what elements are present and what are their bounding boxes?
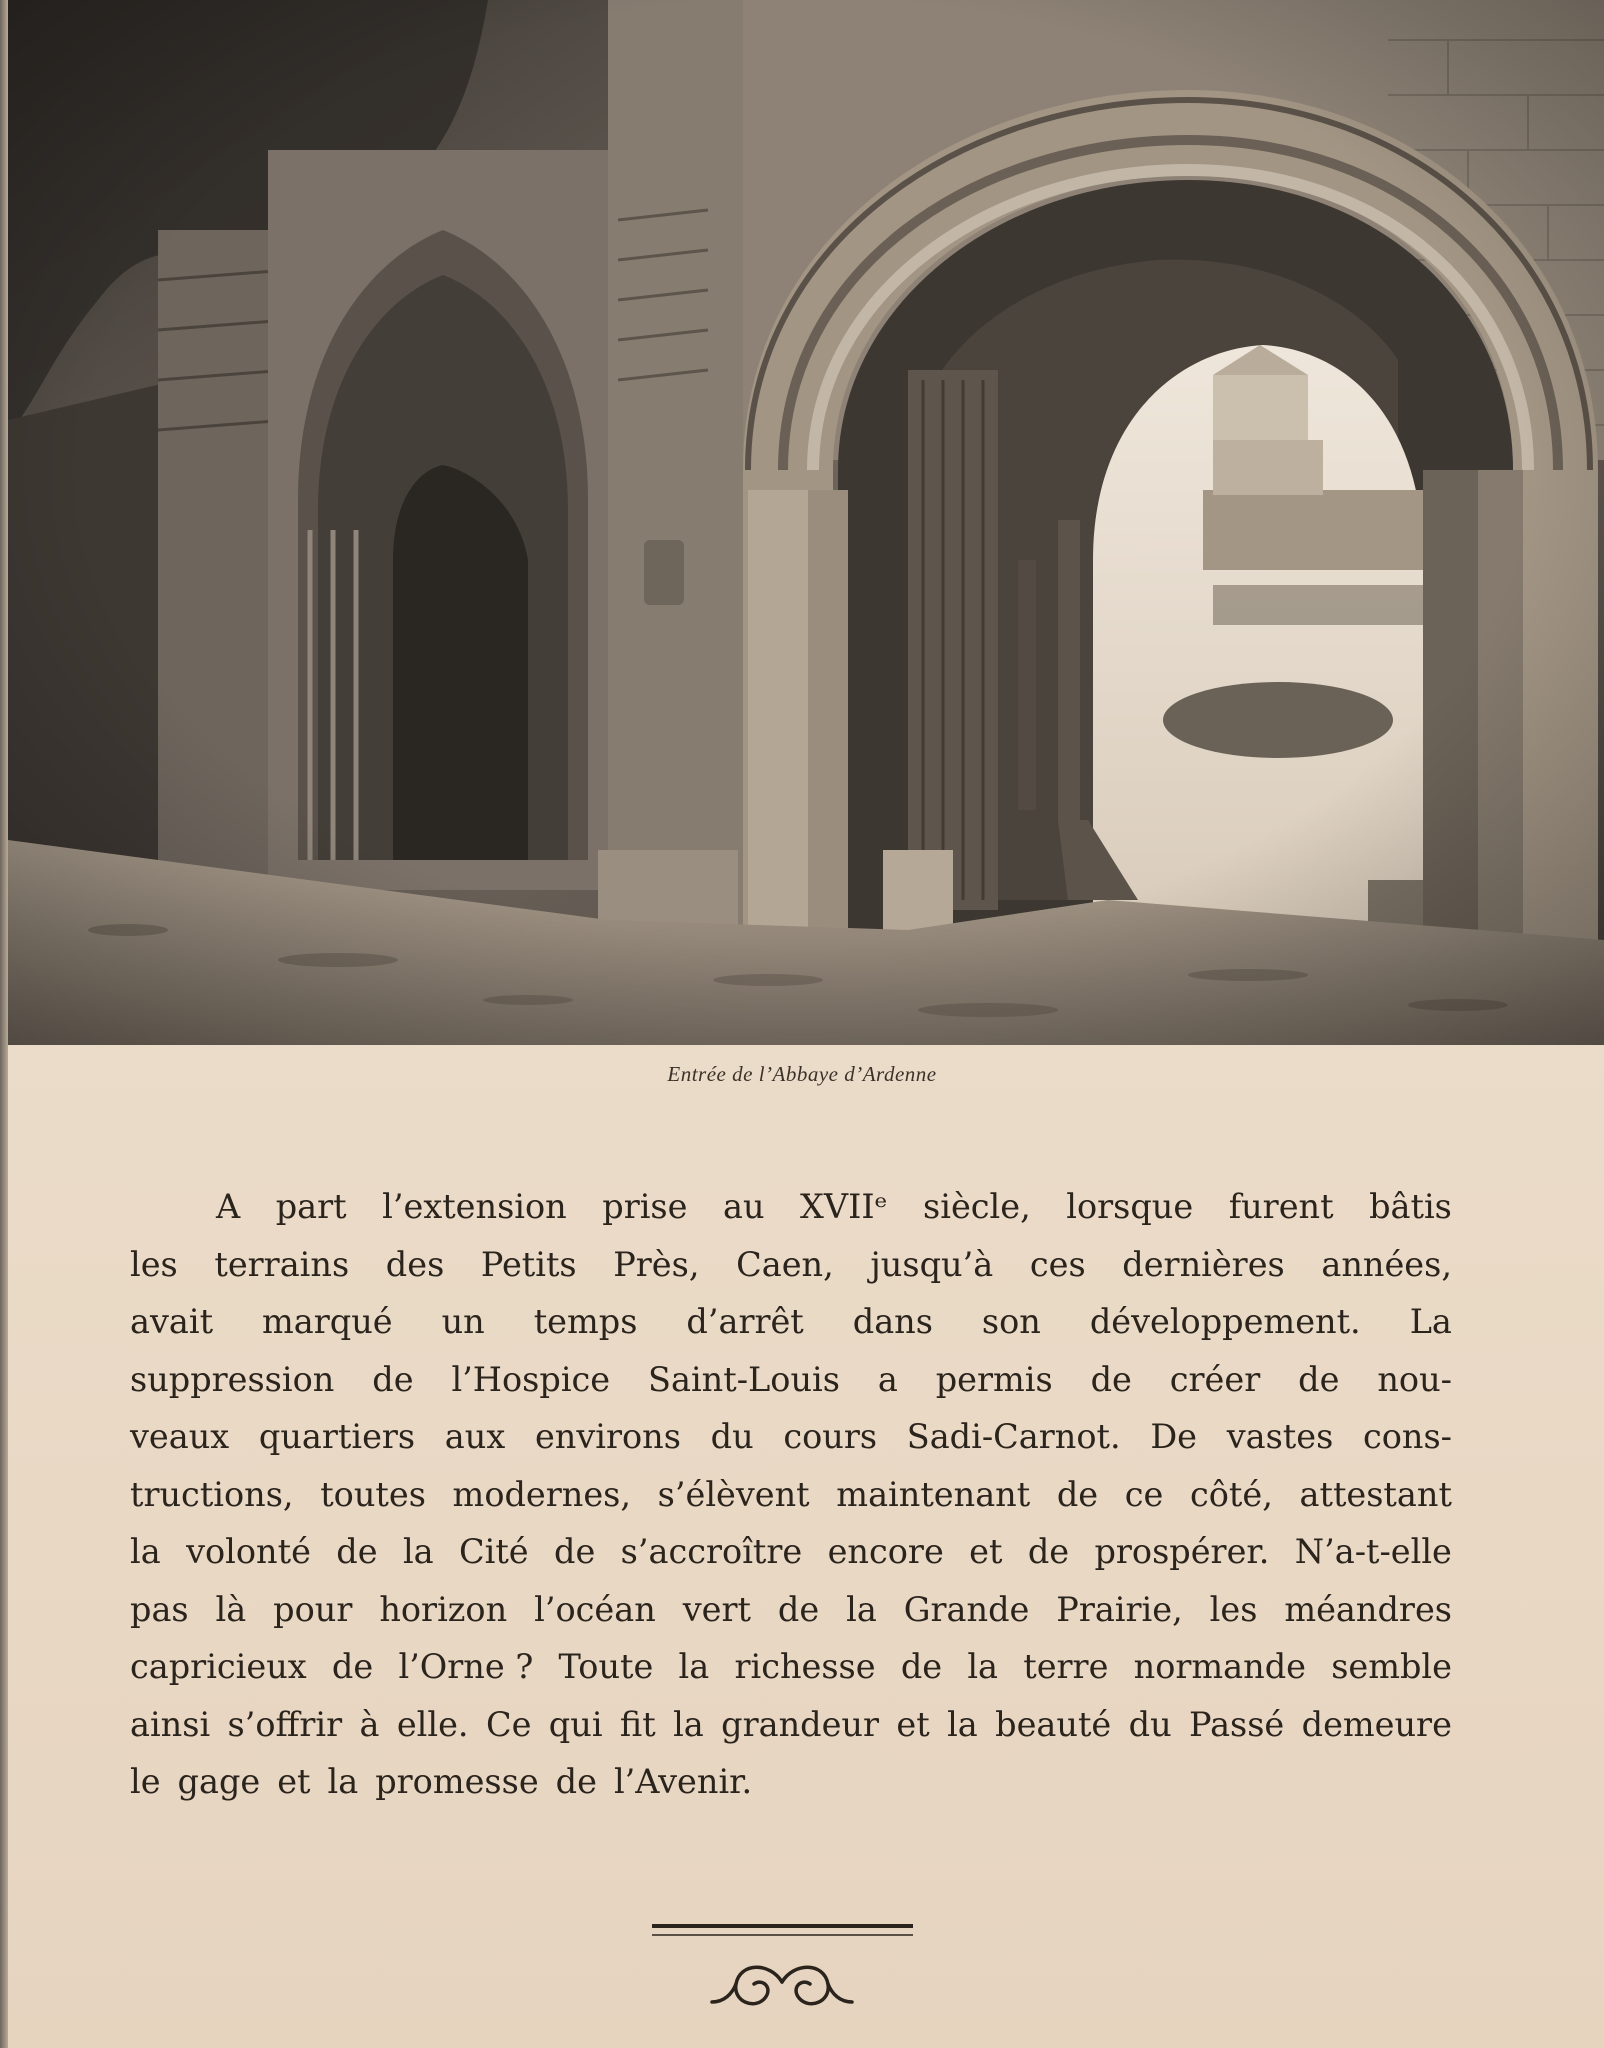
word: De xyxy=(1150,1417,1197,1456)
word: et xyxy=(896,1704,930,1744)
word: la xyxy=(846,1589,877,1629)
text-line xyxy=(130,1293,1452,1351)
word: environs xyxy=(534,1417,681,1456)
word: gage xyxy=(177,1762,261,1801)
word: demeure xyxy=(1301,1704,1452,1744)
word: la xyxy=(130,1532,161,1571)
word: normande xyxy=(1133,1647,1306,1686)
word: furent xyxy=(1228,1187,1334,1226)
word: développement. xyxy=(1089,1302,1361,1341)
word: jusqu’à xyxy=(870,1244,994,1284)
word: créer xyxy=(1169,1359,1261,1399)
word: Toute xyxy=(558,1647,654,1686)
word: dans xyxy=(852,1302,933,1341)
word: lorsque xyxy=(1066,1187,1194,1226)
word: les xyxy=(130,1244,178,1284)
word: s’offrir xyxy=(227,1704,343,1744)
word: Ce xyxy=(485,1704,532,1744)
word: Près, xyxy=(613,1244,700,1284)
word: ces xyxy=(1029,1244,1086,1284)
word: son xyxy=(981,1302,1041,1341)
text-line xyxy=(130,1696,1452,1754)
body-paragraph xyxy=(130,1178,1452,1811)
word: un xyxy=(441,1302,485,1341)
word: permis xyxy=(935,1359,1053,1399)
word: Saint-Louis xyxy=(648,1359,840,1399)
word: ce xyxy=(1124,1474,1164,1514)
text-line xyxy=(130,1351,1452,1409)
word: XVIIᵉ xyxy=(800,1187,888,1226)
word: années, xyxy=(1321,1244,1452,1284)
word: avait xyxy=(130,1302,214,1341)
word: a xyxy=(877,1359,898,1399)
word: Sadi-Carnot. xyxy=(906,1417,1121,1456)
word: A xyxy=(216,1187,241,1226)
word: Cité xyxy=(459,1532,529,1571)
word: bâtis xyxy=(1369,1187,1452,1226)
word: de xyxy=(1056,1474,1099,1514)
text-line xyxy=(130,1466,1452,1524)
word: les xyxy=(1209,1589,1258,1629)
word: au xyxy=(722,1187,765,1226)
word: l’Hospice xyxy=(451,1359,611,1399)
word: là xyxy=(215,1589,247,1629)
text-line xyxy=(130,1236,1452,1294)
word: horizon xyxy=(379,1589,508,1629)
word: côté, xyxy=(1190,1474,1273,1514)
word: promesse xyxy=(375,1762,539,1801)
word: s’élèvent xyxy=(657,1474,810,1514)
word: de xyxy=(554,1532,596,1571)
word: maintenant xyxy=(836,1474,1031,1514)
word: part xyxy=(275,1187,347,1226)
word: grandeur xyxy=(721,1704,880,1744)
word: de xyxy=(1090,1359,1132,1399)
word: terrains xyxy=(214,1244,350,1284)
word: N’a-t-elle xyxy=(1294,1532,1452,1571)
word: attestant xyxy=(1299,1474,1452,1514)
word: l’extension xyxy=(382,1187,567,1226)
word: de xyxy=(1298,1359,1340,1399)
word: vastes xyxy=(1226,1417,1334,1456)
word: beauté xyxy=(995,1704,1112,1744)
word: cours xyxy=(783,1417,878,1456)
word: la xyxy=(402,1532,434,1571)
word: des xyxy=(385,1244,445,1284)
word: et xyxy=(969,1532,1003,1571)
word: le xyxy=(130,1762,161,1801)
word: la xyxy=(967,1647,999,1686)
word: Caen, xyxy=(736,1244,834,1284)
word: l’Avenir. xyxy=(613,1762,753,1801)
word: La xyxy=(1409,1302,1452,1341)
word: quartiers xyxy=(258,1417,416,1456)
word: fit xyxy=(619,1704,656,1744)
word: de xyxy=(777,1589,820,1629)
word: ainsi xyxy=(130,1704,211,1744)
word: temps xyxy=(533,1302,638,1341)
text-line xyxy=(130,1753,1452,1811)
word: l’océan xyxy=(534,1589,656,1629)
word: nou- xyxy=(1377,1359,1452,1399)
word: prospérer. xyxy=(1094,1532,1270,1571)
word: du xyxy=(710,1417,754,1456)
word: la xyxy=(327,1762,359,1801)
word: s’accroître xyxy=(620,1532,803,1571)
word: vert xyxy=(682,1589,751,1629)
word: encore xyxy=(827,1532,944,1571)
word: méandres xyxy=(1284,1589,1452,1629)
text-line xyxy=(130,1408,1452,1466)
word: la xyxy=(947,1704,978,1744)
word: Petits xyxy=(480,1244,577,1284)
word: de xyxy=(372,1359,414,1399)
word: de xyxy=(900,1647,943,1686)
word: et xyxy=(277,1762,311,1801)
word: modernes, xyxy=(452,1474,632,1514)
word: terre xyxy=(1023,1647,1109,1686)
word: cons- xyxy=(1362,1417,1452,1456)
word: du xyxy=(1128,1704,1172,1744)
abbey-entrance-photograph xyxy=(8,0,1604,1045)
text-line xyxy=(130,1581,1452,1639)
word: de xyxy=(336,1532,378,1571)
photo-caption: Entrée de l’Abbaye d’Ardenne xyxy=(667,1062,937,1086)
word: pour xyxy=(273,1589,353,1629)
word: richesse xyxy=(734,1647,876,1686)
word: l’Orne ? xyxy=(398,1647,534,1686)
word: capricieux xyxy=(130,1647,307,1686)
word: dernières xyxy=(1122,1244,1285,1284)
page-edge xyxy=(0,0,8,2048)
word: veaux xyxy=(130,1417,230,1456)
word: d’arrêt xyxy=(686,1302,804,1341)
text-line xyxy=(130,1523,1452,1581)
word: volonté xyxy=(186,1532,311,1571)
word: marqué xyxy=(262,1302,393,1341)
word: de xyxy=(331,1647,374,1686)
word: siècle, xyxy=(923,1187,1031,1226)
word: toutes xyxy=(320,1474,426,1514)
word: Grande xyxy=(903,1589,1030,1629)
word: de xyxy=(555,1762,597,1801)
word: Prairie, xyxy=(1056,1589,1183,1629)
word: pas xyxy=(130,1589,189,1629)
word: qui xyxy=(548,1704,603,1744)
word: aux xyxy=(444,1417,506,1456)
text-line xyxy=(130,1178,1452,1236)
text-line xyxy=(130,1638,1452,1696)
word: tructions, xyxy=(130,1474,294,1514)
word: à xyxy=(359,1704,380,1744)
word: de xyxy=(1027,1532,1070,1571)
word: la xyxy=(673,1704,704,1744)
word: la xyxy=(678,1647,710,1686)
word: elle. xyxy=(396,1704,469,1744)
word: suppression xyxy=(130,1359,335,1399)
word: prise xyxy=(602,1187,688,1226)
word: Passé xyxy=(1189,1704,1285,1744)
decorative-scroll-ornament xyxy=(650,1922,915,2022)
word: semble xyxy=(1331,1647,1452,1686)
